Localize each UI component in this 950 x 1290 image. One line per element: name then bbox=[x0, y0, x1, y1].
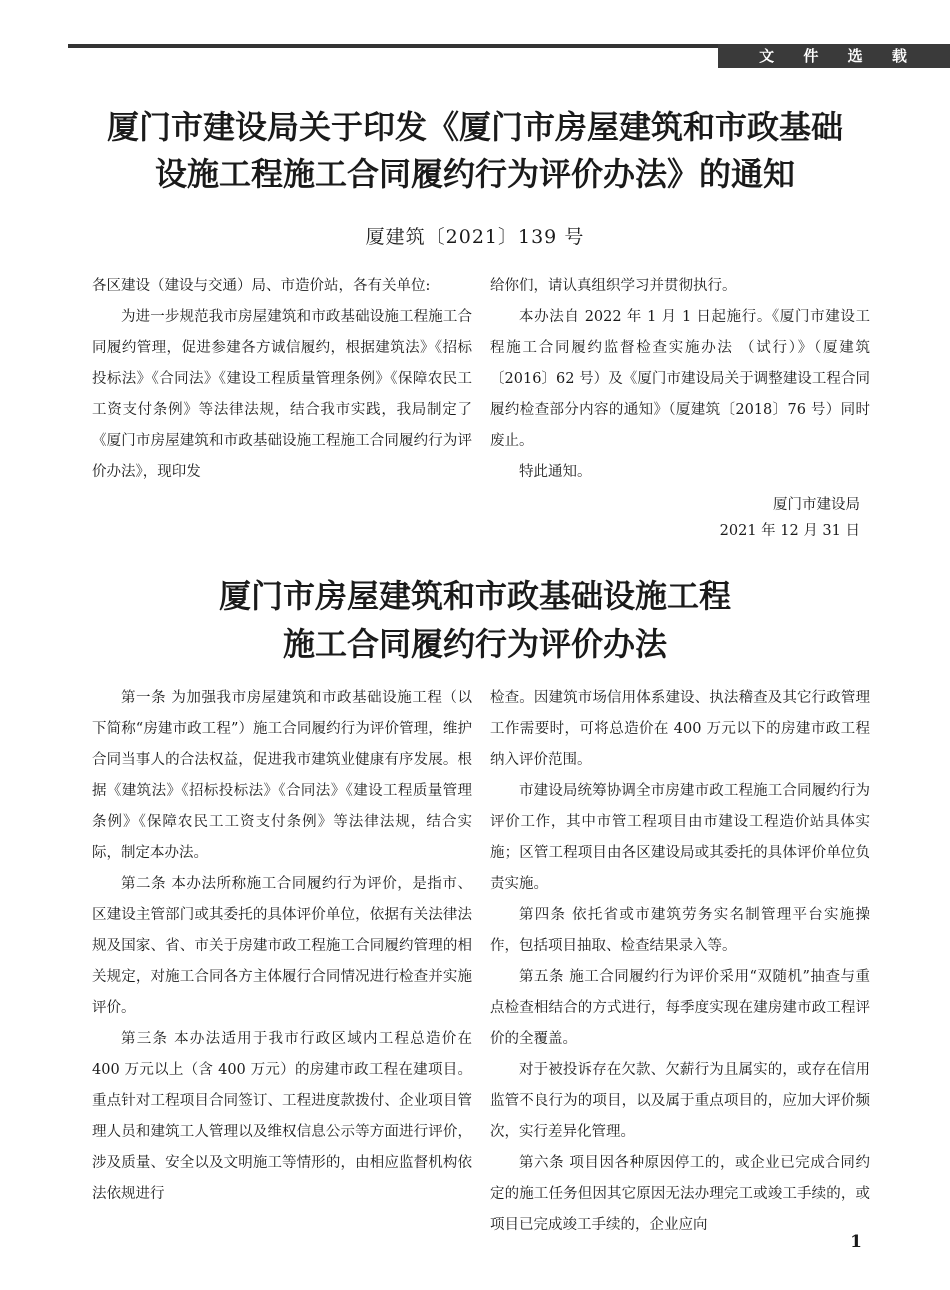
measures-title-line: 厦门市房屋建筑和市政基础设施工程 bbox=[218, 577, 731, 615]
notice-left-column bbox=[92, 271, 472, 488]
notice-right-column bbox=[490, 271, 870, 488]
article-paragraph: 对于被投诉存在欠款、欠薪行为且属实的，或存在信用监管不良行为的项目，以及属于重点项目的，应加大评价频次，实行差异化管理。 bbox=[490, 1062, 870, 1140]
notice-paragraph: 本办法自 2022 年 1 月 1 日起施行。《厦门市建设工程施工合同履约监督检查实施办法 （试行）》（厦建筑〔2016〕62 号）及《厦门市建设局关于调整建设工程合同履约检查部分内容的通知》（厦建筑〔2018〕76 号）同时废止。 bbox=[490, 309, 870, 449]
issue-date: 2021 年 12 月 31 日 bbox=[719, 523, 860, 539]
measures-right-column bbox=[490, 683, 870, 1241]
notice-paragraph: 给你们，请认真组织学习并贯彻执行。 bbox=[490, 278, 737, 294]
measures-left-column bbox=[92, 683, 472, 1210]
notice-title bbox=[60, 104, 890, 198]
article-paragraph: 第六条 项目因各种原因停工的，或企业已完成合同约定的施工任务但因其它原因无法办理完工或竣工手续的，或项目已完成竣工手续的，企业应向 bbox=[490, 1155, 870, 1233]
notice-closing: 特此通知。 bbox=[519, 464, 592, 480]
page-number: 1 bbox=[850, 1232, 862, 1252]
notice-title-line: 厦门市建设局关于印发《厦门市房屋建筑和市政基础 bbox=[106, 108, 843, 146]
section-banner: 文 件 选 载 bbox=[718, 44, 950, 68]
article-paragraph: 第四条 依托省或市建筑劳务实名制管理平台实施操作，包括项目抽取、检查结果录入等。 bbox=[490, 907, 870, 954]
document-number: 厦建筑〔2021〕139 号 bbox=[365, 226, 585, 248]
measures-title-line: 施工合同履约行为评价办法 bbox=[282, 625, 667, 663]
article-paragraph: 第二条 本办法所称施工合同履约行为评价，是指市、区建设主管部门或其委托的具体评价单位，依据有关法律法规及国家、省、市关于房建市政工程施工合同履约管理的相关规定，对施工合同各方主体履行合同情况进行检查并实施评价。 bbox=[92, 876, 472, 1016]
measures-title bbox=[60, 572, 890, 668]
article-paragraph: 第一条 为加强我市房屋建筑和市政基础设施工程（以下简称“房建市政工程”）施工合同履约行为评价管理，维护合同当事人的合法权益，促进我市建筑业健康有序发展。根据《建筑法》《招标投标法》《合同法》《建设工程质量管理条例》《保障农民工工资支付条例》等法律法规，结合实际，制定本办法。 bbox=[92, 690, 472, 861]
article-paragraph: 检查。因建筑市场信用体系建设、执法稽查及其它行政管理工作需要时，可将总造价在 400 万元以下的房建市政工程纳入评价范围。 bbox=[490, 690, 870, 768]
notice-salutation: 各区建设（建设与交通）局、市造价站，各有关单位: bbox=[92, 278, 431, 294]
issuer-signature: 厦门市建设局 bbox=[773, 497, 860, 513]
notice-title-line: 设施工程施工合同履约行为评价办法》的通知 bbox=[154, 155, 795, 193]
article-paragraph: 市建设局统筹协调全市房建市政工程施工合同履约行为评价工作，其中市管工程项目由市建设工程造价站具体实施；区管工程项目由各区建设局或其委托的具体评价单位负责实施。 bbox=[490, 783, 870, 892]
notice-paragraph: 为进一步规范我市房屋建筑和市政基础设施工程施工合同履约管理，促进参建各方诚信履约，根据建筑法》《招标投标法》《合同法》《建设工程质量管理条例》《保障农民工工资支付条例》等法律法规，结合我市实践，我局制定了《厦门市房屋建筑和市政基础设施工程施工合同履约行为评价办法》，现印发 bbox=[92, 309, 472, 480]
article-paragraph: 第五条 施工合同履约行为评价采用“双随机”抽查与重点检查相结合的方式进行，每季度实现在建房建市政工程评价的全覆盖。 bbox=[490, 969, 870, 1047]
article-paragraph: 第三条 本办法适用于我市行政区域内工程总造价在 400 万元以上（含 400 万元）的房建市政工程在建项目。重点针对工程项目合同签订、工程进度款拨付、企业项目管理人员和建筑工人管理以及维权信息公示等方面进行评价，涉及质量、安全以及文明施工等情形的，由相应监督机构依法依规进行 bbox=[92, 1031, 472, 1202]
header-rule bbox=[68, 44, 718, 48]
